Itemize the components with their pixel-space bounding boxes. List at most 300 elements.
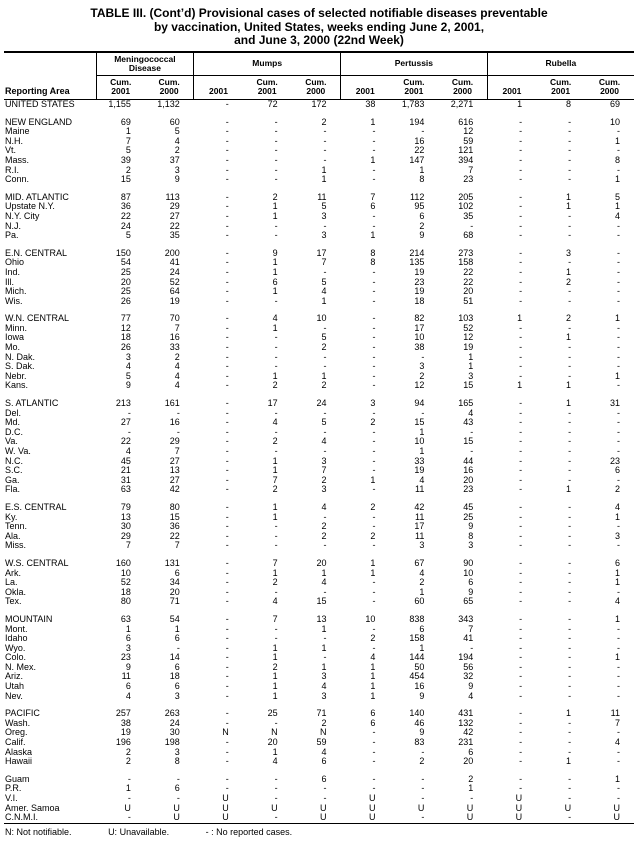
value-cell: - (519, 408, 523, 418)
value-cell: 205 (458, 192, 474, 202)
value-cell: - (372, 371, 376, 381)
value-cell: 2 (321, 718, 327, 728)
column-header: Cum. 2000 (438, 76, 487, 100)
reporting-area-cell: C.N.M.I. (5, 813, 38, 823)
value-cell: N (222, 728, 229, 738)
value-cell: - (617, 323, 620, 333)
value-cell: 2 (272, 578, 278, 588)
value-cell: 5 (321, 418, 327, 428)
value-cell: 27 (120, 418, 131, 428)
column-header: 2001 (341, 76, 390, 100)
value-cell: - (519, 475, 523, 485)
value-cell: - (225, 155, 229, 165)
value-cell: - (372, 578, 376, 588)
value-cell: - (519, 662, 523, 672)
value-cell: - (372, 784, 376, 794)
table-row-state (4, 324, 634, 334)
table-row-state (4, 258, 634, 268)
value-cell: 6 (468, 578, 474, 588)
value-cell: 3 (125, 352, 131, 362)
spacer-cell (4, 767, 634, 775)
table-row-region (4, 559, 634, 569)
table-row-state (4, 757, 634, 767)
value-cell: 24 (120, 221, 131, 231)
value-cell: 103 (458, 314, 474, 324)
value-cell: - (323, 512, 327, 522)
value-cell: U (368, 803, 376, 813)
value-cell: - (519, 709, 523, 719)
value-cell: 5 (174, 127, 180, 137)
spacer-cell (4, 551, 634, 559)
reporting-area-cell: W.N. CENTRAL (5, 314, 70, 324)
value-cell: - (470, 221, 474, 231)
value-cell: 2 (419, 757, 425, 767)
reporting-area-cell: Ala. (5, 531, 21, 541)
value-cell: 263 (164, 709, 180, 719)
value-cell: 2 (272, 437, 278, 447)
value-cell: U (515, 813, 523, 823)
reporting-area-cell: PACIFIC (5, 709, 40, 719)
value-cell: 80 (169, 502, 180, 512)
value-cell: - (617, 427, 620, 437)
value-cell: 5 (125, 371, 131, 381)
value-cell: - (372, 747, 376, 757)
value-cell: - (519, 248, 523, 258)
value-cell: - (225, 352, 229, 362)
value-cell: - (225, 277, 229, 287)
value-cell: 5 (125, 231, 131, 241)
value-cell: 3 (370, 399, 376, 409)
value-cell: - (568, 587, 572, 597)
value-cell: - (225, 248, 229, 258)
value-cell: 7 (174, 323, 180, 333)
value-cell: U (222, 803, 229, 813)
column-header: Cum. 2000 (292, 76, 341, 100)
value-cell: 1 (321, 643, 327, 653)
value-cell: 4 (419, 475, 425, 485)
value-cell: - (372, 333, 376, 343)
value-cell: - (519, 466, 523, 476)
value-cell: 27 (169, 211, 180, 221)
value-cell: - (568, 175, 572, 185)
value-cell: - (274, 408, 278, 418)
value-cell: 6 (370, 718, 376, 728)
value-cell: - (225, 202, 229, 212)
value-cell: - (372, 624, 376, 634)
value-cell: - (568, 296, 572, 306)
value-cell: - (225, 718, 229, 728)
value-cell: 3 (321, 456, 327, 466)
value-cell: U (222, 813, 229, 823)
value-cell: 15 (169, 512, 180, 522)
reporting-area-cell: Mich. (5, 287, 27, 297)
value-cell: - (617, 333, 620, 343)
value-cell: 4 (614, 597, 620, 607)
table-row-state (4, 522, 634, 532)
value-cell: - (568, 408, 572, 418)
value-cell: - (568, 287, 572, 297)
value-cell: - (274, 221, 278, 231)
value-cell: 1 (272, 568, 278, 578)
value-cell: 2 (370, 634, 376, 644)
value-cell: 1 (419, 447, 425, 456)
table-row-state (4, 212, 634, 222)
value-cell: 1 (566, 757, 572, 767)
footnote-not-notifiable: N: Not notifiable. (5, 826, 72, 837)
value-cell: - (127, 427, 131, 437)
value-cell: 2 (272, 381, 278, 391)
value-cell: - (519, 447, 523, 456)
value-cell: 17 (414, 522, 425, 532)
value-cell: - (225, 747, 229, 757)
value-cell: U (320, 803, 327, 813)
value-cell: - (127, 794, 131, 803)
table-row-state (4, 569, 634, 579)
reporting-area-cell: Ky. (5, 512, 18, 522)
value-cell: - (568, 362, 572, 372)
value-cell: 24 (169, 267, 180, 277)
notifiable-diseases-table (4, 51, 634, 824)
value-cell: - (519, 296, 523, 306)
value-cell: - (372, 774, 376, 784)
value-cell: 158 (458, 258, 474, 268)
spacer-row (4, 241, 634, 249)
value-cell: 1 (272, 287, 278, 297)
value-cell: - (274, 127, 278, 137)
value-cell: 1 (370, 672, 376, 682)
value-cell: - (519, 136, 523, 146)
value-cell: - (372, 728, 376, 738)
value-cell: - (568, 146, 572, 156)
value-cell: 9 (419, 691, 425, 701)
value-cell: - (519, 718, 523, 728)
value-cell: 158 (409, 634, 425, 644)
value-cell: 1 (614, 614, 620, 624)
value-cell: - (274, 165, 278, 175)
value-cell: - (274, 784, 278, 794)
value-cell: 1 (614, 653, 620, 663)
value-cell: 4 (125, 691, 131, 701)
value-cell: - (519, 558, 523, 568)
value-cell: - (568, 165, 572, 175)
reporting-area-cell: Md. (5, 418, 21, 428)
value-cell: - (225, 672, 229, 682)
table-row-state (4, 447, 634, 457)
value-cell: - (519, 258, 523, 268)
table-row-state (4, 362, 634, 372)
value-cell: 6 (272, 277, 278, 287)
value-cell: 10 (463, 568, 474, 578)
value-cell: 23 (463, 175, 474, 185)
value-cell: 22 (414, 146, 425, 156)
value-cell: 1 (566, 399, 572, 409)
value-cell: 4 (272, 757, 278, 767)
value-cell: 4 (321, 502, 327, 512)
footnote-no-reported-cases: - : No reported cases. (205, 826, 293, 837)
value-cell: - (323, 155, 327, 165)
value-cell: 95 (414, 202, 425, 212)
value-cell: 3 (321, 211, 327, 221)
value-cell: - (225, 757, 229, 767)
value-cell: - (617, 146, 620, 156)
value-cell: 6 (321, 757, 327, 767)
value-cell: 4 (614, 738, 620, 748)
value-cell: - (421, 784, 425, 794)
value-cell: - (617, 643, 620, 653)
value-cell: - (372, 381, 376, 391)
value-cell: 2 (321, 475, 327, 485)
value-cell: 64 (169, 287, 180, 297)
value-cell: 3 (566, 248, 572, 258)
value-cell: - (568, 466, 572, 476)
column-header: Cum. 2001 (96, 76, 145, 100)
value-cell: 1 (321, 165, 327, 175)
value-cell: 63 (120, 614, 131, 624)
value-cell: - (519, 614, 523, 624)
table-row-state (4, 343, 634, 353)
value-cell: U (320, 813, 327, 823)
value-cell: 8 (468, 531, 474, 541)
value-cell: 1 (468, 352, 474, 362)
value-cell: 1,155 (108, 99, 131, 109)
value-cell: - (274, 813, 278, 823)
value-cell: 1 (419, 587, 425, 597)
value-cell: - (372, 211, 376, 221)
value-cell: U (173, 803, 180, 813)
value-cell: 1 (517, 99, 523, 109)
value-cell: 112 (409, 192, 425, 202)
value-cell: 1 (370, 155, 376, 165)
column-header-row (4, 76, 634, 100)
table-row-region (4, 193, 634, 203)
value-cell: - (372, 146, 376, 156)
value-cell: 1 (321, 371, 327, 381)
value-cell: - (274, 136, 278, 146)
value-cell: 131 (164, 558, 180, 568)
value-cell: - (225, 466, 229, 476)
value-cell: 41 (169, 258, 180, 268)
value-cell: - (274, 794, 278, 803)
value-cell: 18 (169, 672, 180, 682)
reporting-area-cell: Nebr. (5, 371, 27, 381)
value-cell: - (568, 728, 572, 738)
value-cell: 56 (463, 662, 474, 672)
value-cell: 13 (169, 466, 180, 476)
value-cell: - (372, 323, 376, 333)
value-cell: 15 (463, 381, 474, 391)
value-cell: 20 (463, 475, 474, 485)
reporting-area-cell: MID. ATLANTIC (5, 192, 69, 202)
value-cell: - (568, 718, 572, 728)
value-cell: - (568, 794, 572, 803)
value-cell: 1 (468, 362, 474, 372)
value-cell: 41 (463, 634, 474, 644)
value-cell: 1 (272, 202, 278, 212)
value-cell: 23 (120, 653, 131, 663)
value-cell: 13 (120, 512, 131, 522)
value-cell: - (225, 362, 229, 372)
value-cell: - (372, 287, 376, 297)
value-cell: - (519, 738, 523, 748)
reporting-area-cell: Colo. (5, 653, 27, 663)
reporting-area-cell: Conn. (5, 175, 30, 185)
value-cell: - (225, 447, 229, 456)
reporting-area-cell: Tenn. (5, 522, 28, 532)
value-cell: 10 (414, 333, 425, 343)
reporting-area-cell: Wash. (5, 718, 31, 728)
table-row-state (4, 663, 634, 673)
value-cell: - (568, 475, 572, 485)
value-cell: - (323, 447, 327, 456)
reporting-area-cell: Miss. (5, 541, 26, 551)
value-cell: - (519, 774, 523, 784)
value-cell: 35 (463, 211, 474, 221)
value-cell: 121 (458, 146, 474, 156)
value-cell: 12 (120, 323, 131, 333)
value-cell: - (372, 296, 376, 306)
value-cell: 6 (468, 747, 474, 757)
value-cell: - (519, 643, 523, 653)
value-cell: 10 (414, 437, 425, 447)
value-cell: 394 (458, 155, 474, 165)
value-cell: - (225, 146, 229, 156)
reporting-area-cell: Ark. (5, 568, 22, 578)
value-cell: 7 (468, 165, 474, 175)
value-cell: 1 (272, 747, 278, 757)
reporting-area-header: Reporting Area (4, 52, 96, 100)
value-cell: 4 (174, 381, 180, 391)
value-cell: 8 (614, 155, 620, 165)
value-cell: 2 (125, 165, 131, 175)
value-cell: - (323, 136, 327, 146)
value-cell: - (421, 747, 425, 757)
value-cell: - (568, 522, 572, 532)
table-row-state (4, 146, 634, 156)
value-cell: - (568, 597, 572, 607)
reporting-area-cell: Nev. (5, 691, 23, 701)
value-cell: - (372, 352, 376, 362)
value-cell: - (519, 522, 523, 532)
value-cell: 36 (120, 202, 131, 212)
value-cell: 273 (458, 248, 474, 258)
spacer-cell (4, 306, 634, 314)
value-cell: - (274, 343, 278, 353)
value-cell: 87 (120, 192, 131, 202)
value-cell: - (617, 447, 620, 456)
reporting-area-cell: Pa. (5, 231, 19, 241)
table-row-state (4, 748, 634, 758)
value-cell: 113 (165, 192, 180, 202)
value-cell: 31 (120, 475, 131, 485)
value-cell: - (225, 541, 229, 551)
value-cell: - (617, 757, 620, 767)
value-cell: 6 (370, 709, 376, 719)
value-cell: - (617, 165, 620, 175)
value-cell: - (274, 362, 278, 372)
reporting-area-cell: Wis. (5, 296, 23, 306)
table-row-region (4, 709, 634, 719)
value-cell: 1 (419, 643, 425, 653)
value-cell: 8 (370, 248, 376, 258)
value-cell: 9 (419, 231, 425, 241)
value-cell: 1 (272, 672, 278, 682)
value-cell: - (617, 437, 620, 447)
value-cell: - (617, 408, 620, 418)
reporting-area-cell: Utah (5, 682, 25, 692)
value-cell: 22 (463, 277, 474, 287)
table-row-state (4, 409, 634, 419)
table-row-state (4, 541, 634, 551)
reporting-area-cell: Minn. (5, 323, 28, 333)
value-cell: - (372, 456, 376, 466)
value-cell: - (617, 296, 620, 306)
value-cell: - (617, 231, 620, 241)
value-cell: - (568, 747, 572, 757)
value-cell: 132 (458, 718, 474, 728)
value-cell: - (617, 672, 620, 682)
value-cell: - (519, 634, 523, 644)
value-cell: 8 (419, 175, 425, 185)
value-cell: - (617, 475, 620, 485)
value-cell: 4 (321, 437, 327, 447)
value-cell: - (372, 485, 376, 495)
value-cell: 54 (120, 258, 131, 268)
reporting-area-cell: NEW ENGLAND (5, 117, 73, 127)
value-cell: 2 (419, 371, 425, 381)
footnote (4, 824, 634, 838)
value-cell: 31 (609, 399, 620, 409)
table-row-territory (4, 784, 634, 794)
value-cell: 2 (174, 146, 180, 156)
reporting-area-cell: W. Va. (5, 447, 31, 456)
value-cell: 11 (415, 512, 425, 522)
table-row-state (4, 653, 634, 663)
value-cell: 3 (419, 362, 425, 372)
value-cell: - (274, 352, 278, 362)
value-cell: 1 (614, 578, 620, 588)
value-cell: 18 (120, 333, 131, 343)
value-cell: 9 (468, 682, 474, 692)
spacer-row (4, 391, 634, 399)
value-cell: - (470, 427, 474, 437)
value-cell: 35 (169, 231, 180, 241)
value-cell: 71 (169, 597, 180, 607)
column-header: 2001 (487, 76, 536, 100)
value-cell: 3 (174, 165, 180, 175)
value-cell: 6 (614, 558, 620, 568)
value-cell: - (274, 522, 278, 532)
table-row-state (4, 466, 634, 476)
value-cell: 7 (272, 614, 278, 624)
value-cell: - (617, 418, 620, 428)
value-cell: 8 (566, 99, 572, 109)
value-cell: 22 (463, 267, 474, 277)
value-cell: - (225, 323, 229, 333)
value-cell: - (519, 323, 523, 333)
value-cell: N (271, 728, 278, 738)
value-cell: 46 (414, 718, 425, 728)
value-cell: U (271, 803, 278, 813)
value-cell: - (617, 747, 620, 757)
value-cell: - (617, 127, 620, 137)
value-cell: - (372, 427, 376, 437)
spacer-row (4, 607, 634, 615)
value-cell: 1 (614, 202, 620, 212)
value-cell: 7 (321, 258, 327, 268)
value-cell: 2 (419, 221, 425, 231)
value-cell: - (519, 117, 523, 127)
reporting-area-cell: La. (5, 578, 18, 588)
